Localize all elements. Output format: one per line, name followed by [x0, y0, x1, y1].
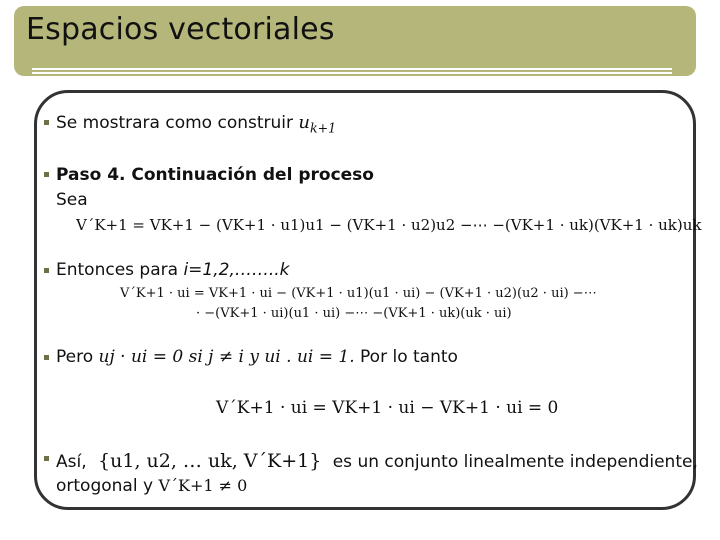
equation-2-line-2: · −(VK+1 · ui)(u1 · ui) −⋯ −(VK+1 · uk)(uk · ui): [196, 306, 512, 321]
entonces-line: [56, 260, 290, 280]
pero-line: [56, 347, 458, 367]
equation-1: V´K+1 = VK+1 − (VK+1 · u1)u1 − (VK+1 · u2)u2 −⋯ −(VK+1 · uk)(VK+1 · uk)uk: [76, 216, 702, 234]
bullet-marker: [44, 172, 49, 177]
asi-rest: es un conjunto linealmente independiente,: [332, 452, 698, 472]
title-divider-secondary: [32, 72, 672, 74]
asi-text: Así,: [56, 452, 87, 472]
intro-text: Se mostrara como construir: [56, 113, 293, 133]
entonces-text: Entonces para: [56, 260, 184, 280]
ortogonal-text: ortogonal y: [56, 476, 154, 496]
equation-2-line-1: V´K+1 · ui = VK+1 · ui − (VK+1 · u1)(u1 · ui) − (VK+1 · u2)(u2 · ui) −⋯: [120, 286, 597, 301]
sea-label: Sea: [56, 190, 88, 210]
title-divider: [32, 68, 672, 70]
asi-line: [56, 450, 698, 472]
intro-math: $u_{k+1}$: [298, 112, 337, 136]
equation-3: V´K+1 · ui = VK+1 · ui − VK+1 · ui = 0: [216, 398, 559, 418]
ortogonal-line: [56, 476, 247, 496]
bullet-marker: [44, 268, 49, 273]
pero-math: uj · ui = 0 si j ≠ i y ui . ui = 1.: [98, 347, 355, 367]
slide-title: Espacios vectoriales: [26, 12, 335, 47]
entonces-range: i=1,2,……..k: [183, 260, 290, 280]
por-lo-tanto-text: Por lo tanto: [360, 347, 458, 367]
ortogonal-math: V´K+1 ≠ 0: [158, 476, 248, 495]
pero-text: Pero: [56, 347, 94, 367]
asi-set: {u1, u2, … uk, V´K+1}: [98, 450, 322, 472]
bullet-marker: [44, 120, 49, 125]
intro-line: [56, 112, 336, 136]
bullet-marker: [44, 355, 49, 360]
bullet-marker: [44, 456, 49, 461]
step-heading: Paso 4. Continuación del proceso: [56, 165, 374, 185]
